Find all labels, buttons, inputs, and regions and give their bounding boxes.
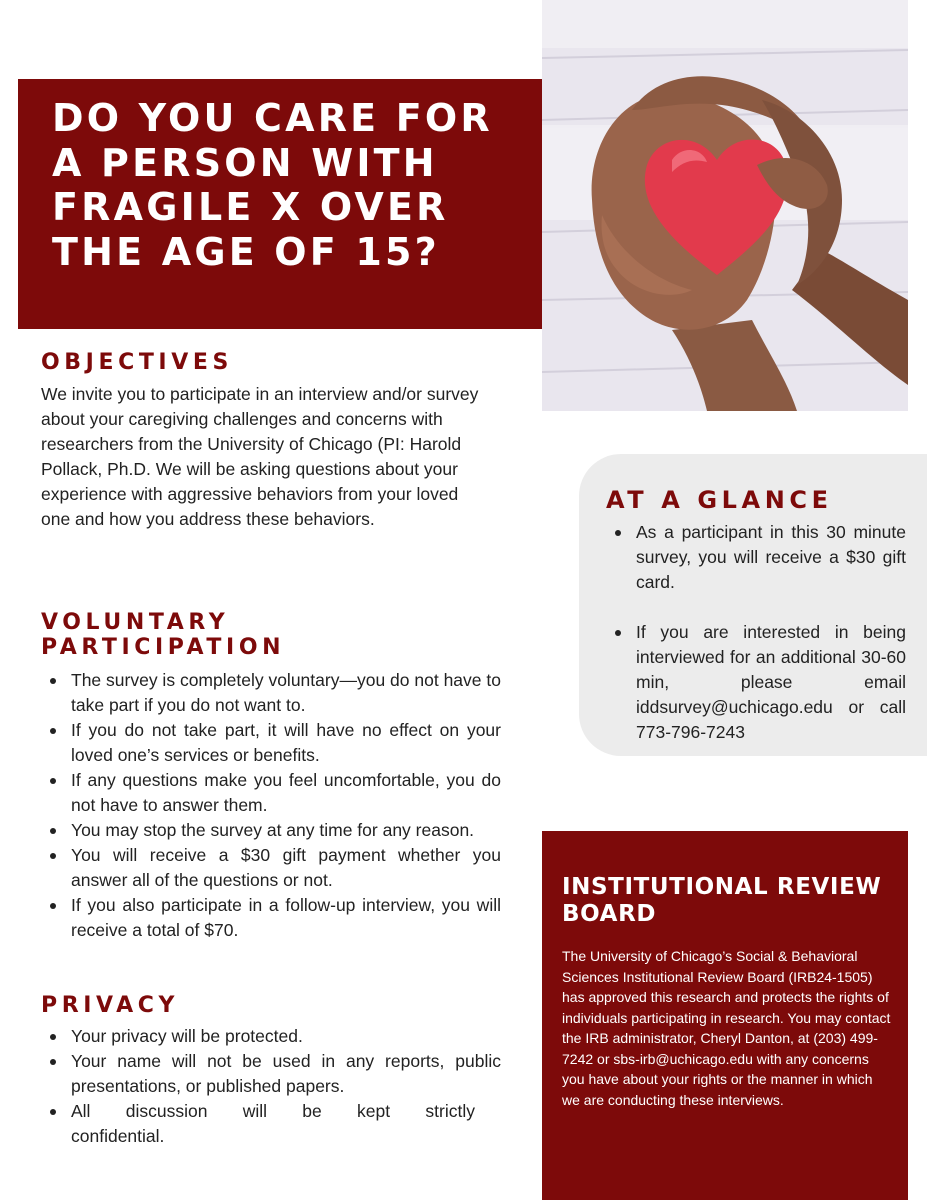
irb-text: The University of Chicago’s Social & Behavioral Sciences Institutional Review Board (IRB24-1505) has approved this research and protects the rights of individuals participating in research. You may contact the IRB administrator, Cheryl Danton, at (203) 499-7242 or sbs-irb@uchicago.edu with any concerns you have about your rights or the manner in which we are conducting these interviews.	[562, 948, 891, 1108]
list-item: If you do not take part, it will have no effect on your loved one’s services or benefits.	[41, 718, 501, 768]
hands-heart-illustration	[542, 0, 908, 411]
list-item: You will receive a $30 gift payment whether you answer all of the questions or not.	[41, 843, 501, 893]
voluntary-heading	[41, 610, 285, 660]
objectives-text: We invite you to participate in an interview and/or survey about your caregiving challenges and concerns with researchers from the University of Chicago (PI: Harold Pollack, Ph.D. We will be asking questions about your experience with aggressive behaviors from your loved one and how you address these behaviors.	[41, 384, 479, 529]
list-item-continuation: confidential.	[71, 1126, 165, 1146]
list-item: If you are interested in being interviewed for an additional 30-60 min, please email iddsurvey@uchicago.edu or call 773-796-7243	[606, 620, 906, 745]
privacy-list	[41, 1024, 501, 1149]
voluntary-list	[41, 668, 501, 943]
glance-heading: AT A GLANCE	[606, 486, 833, 514]
list-item: You may stop the survey at any time for any reason.	[41, 818, 501, 843]
list-item: If you also participate in a follow-up interview, you will receive a total of $70.	[41, 893, 501, 943]
list-item: Your privacy will be protected.	[41, 1024, 501, 1049]
voluntary-heading-line1: VOLUNTARY	[41, 610, 230, 635]
list-item: The survey is completely voluntary—you do not have to take part if you do not want to.	[41, 668, 501, 718]
list-item	[41, 1099, 475, 1124]
irb-heading: INSTITUTIONAL REVIEW BOARD	[562, 874, 882, 927]
page-title: DO YOU CARE FOR A PERSON WITH FRAGILE X OVER THE AGE OF 15?	[52, 96, 493, 274]
list-item-text: All discussion will be kept strictly	[71, 1101, 475, 1121]
privacy-heading: PRIVACY	[41, 993, 180, 1018]
hands-heart-photo	[542, 0, 908, 411]
list-item: If any questions make you feel uncomfortable, you do not have to answer them.	[41, 768, 501, 818]
list-item: Your name will not be used in any reports, public presentations, or published papers.	[41, 1049, 501, 1099]
list-item: As a participant in this 30 minute survey, you will receive a $30 gift card.	[606, 520, 906, 595]
voluntary-heading-line2: PARTICIPATION	[41, 635, 286, 660]
glance-list	[606, 520, 906, 745]
objectives-heading: OBJECTIVES	[41, 350, 233, 375]
